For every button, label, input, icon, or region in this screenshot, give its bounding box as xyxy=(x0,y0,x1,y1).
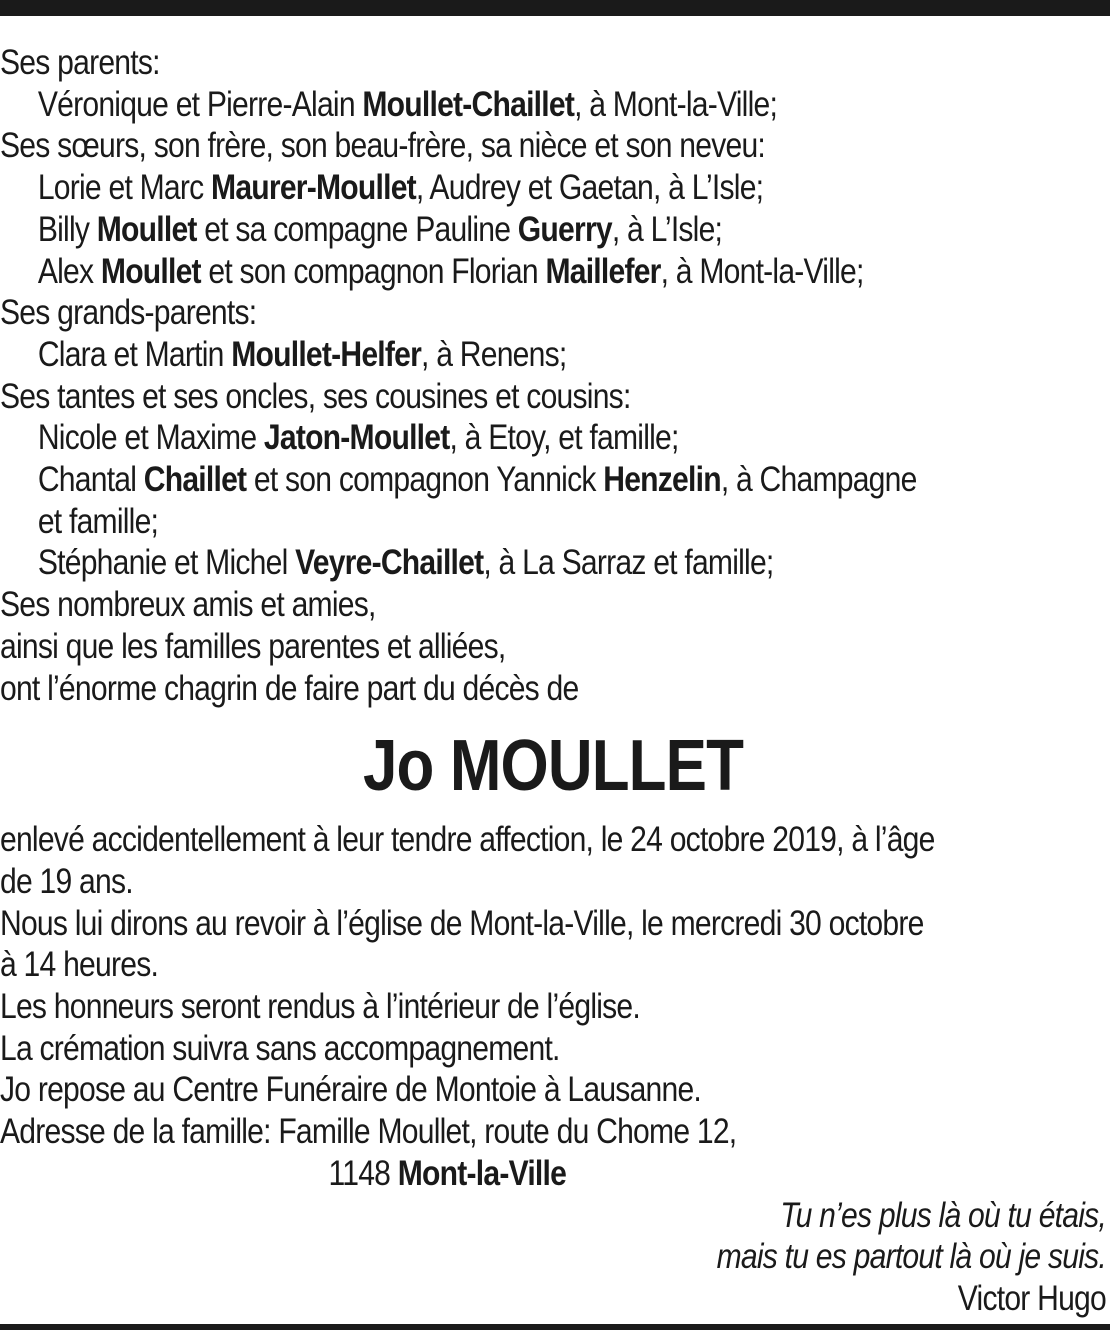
friends-line: Ses nombreux amis et amies, xyxy=(0,585,376,625)
bottom-rule xyxy=(0,1324,1110,1330)
detail-line-4: à 14 heures. xyxy=(0,945,159,985)
relative-line-3: Stéphanie et Michel Veyre-Chaillet, à La Sarraz et famille; xyxy=(37,543,774,583)
top-rule xyxy=(0,0,1110,16)
sibling-line-2: Billy Moullet et sa compagne Pauline Guerry, à L’Isle; xyxy=(37,209,723,249)
address-line: Adresse de la famille: Famille Moullet, route du Chome 12, xyxy=(0,1112,737,1152)
relatives-heading: Ses tantes et ses oncles, ses cousines et cousins: xyxy=(0,376,631,416)
detail-line-3: Nous lui dirons au revoir à l’église de Mont-la-Ville, le mercredi 30 octobre xyxy=(0,903,924,943)
grandparents-line: Clara et Martin Moullet-Helfer, à Renens; xyxy=(37,334,567,374)
obituary-body xyxy=(0,42,1106,1320)
detail-line-5: Les honneurs seront rendus à l’intérieur de l’église. xyxy=(0,987,640,1027)
parents-heading: Ses parents: xyxy=(0,43,160,82)
address-city-line: 1148 Mont-la-Ville xyxy=(328,1153,567,1193)
quote-line-2: mais tu es partout là où je suis. xyxy=(716,1237,1106,1277)
quote-author: Victor Hugo xyxy=(957,1278,1106,1318)
detail-line-2: de 19 ans. xyxy=(0,861,133,901)
grandparents-heading: Ses grands-parents: xyxy=(0,293,257,333)
announce-line: ont l’énorme chagrin de faire part du décès de xyxy=(0,668,579,708)
deceased-name: Jo MOULLET xyxy=(362,726,744,807)
parents-line: Véronique et Pierre-Alain Moullet-Chaillet, à Mont-la-Ville; xyxy=(37,84,778,124)
detail-line-6: La crémation suivra sans accompagnement. xyxy=(0,1028,560,1068)
families-line: ainsi que les familles parentes et alliées, xyxy=(0,626,506,666)
siblings-heading: Ses sœurs, son frère, son beau-frère, sa nièce et son neveu: xyxy=(0,126,765,166)
quote-line-1: Tu n’es plus là où tu étais, xyxy=(780,1195,1106,1235)
detail-line-1: enlevé accidentellement à leur tendre affection, le 24 octobre 2019, à l’âge xyxy=(0,820,935,860)
detail-line-7: Jo repose au Centre Funéraire de Montoie à Lausanne. xyxy=(0,1070,702,1110)
sibling-line-1: Lorie et Marc Maurer-Moullet, Audrey et Gaetan, à L’Isle; xyxy=(37,168,764,208)
relative-line-1: Nicole et Maxime Jaton-Moullet, à Etoy, et famille; xyxy=(37,418,679,458)
relative-line-2-cont: et famille; xyxy=(37,501,159,541)
sibling-line-3: Alex Moullet et son compagnon Florian Maillefer, à Mont-la-Ville; xyxy=(37,251,864,291)
relative-line-2: Chantal Chaillet et son compagnon Yannick Henzelin, à Champagne xyxy=(37,460,917,500)
